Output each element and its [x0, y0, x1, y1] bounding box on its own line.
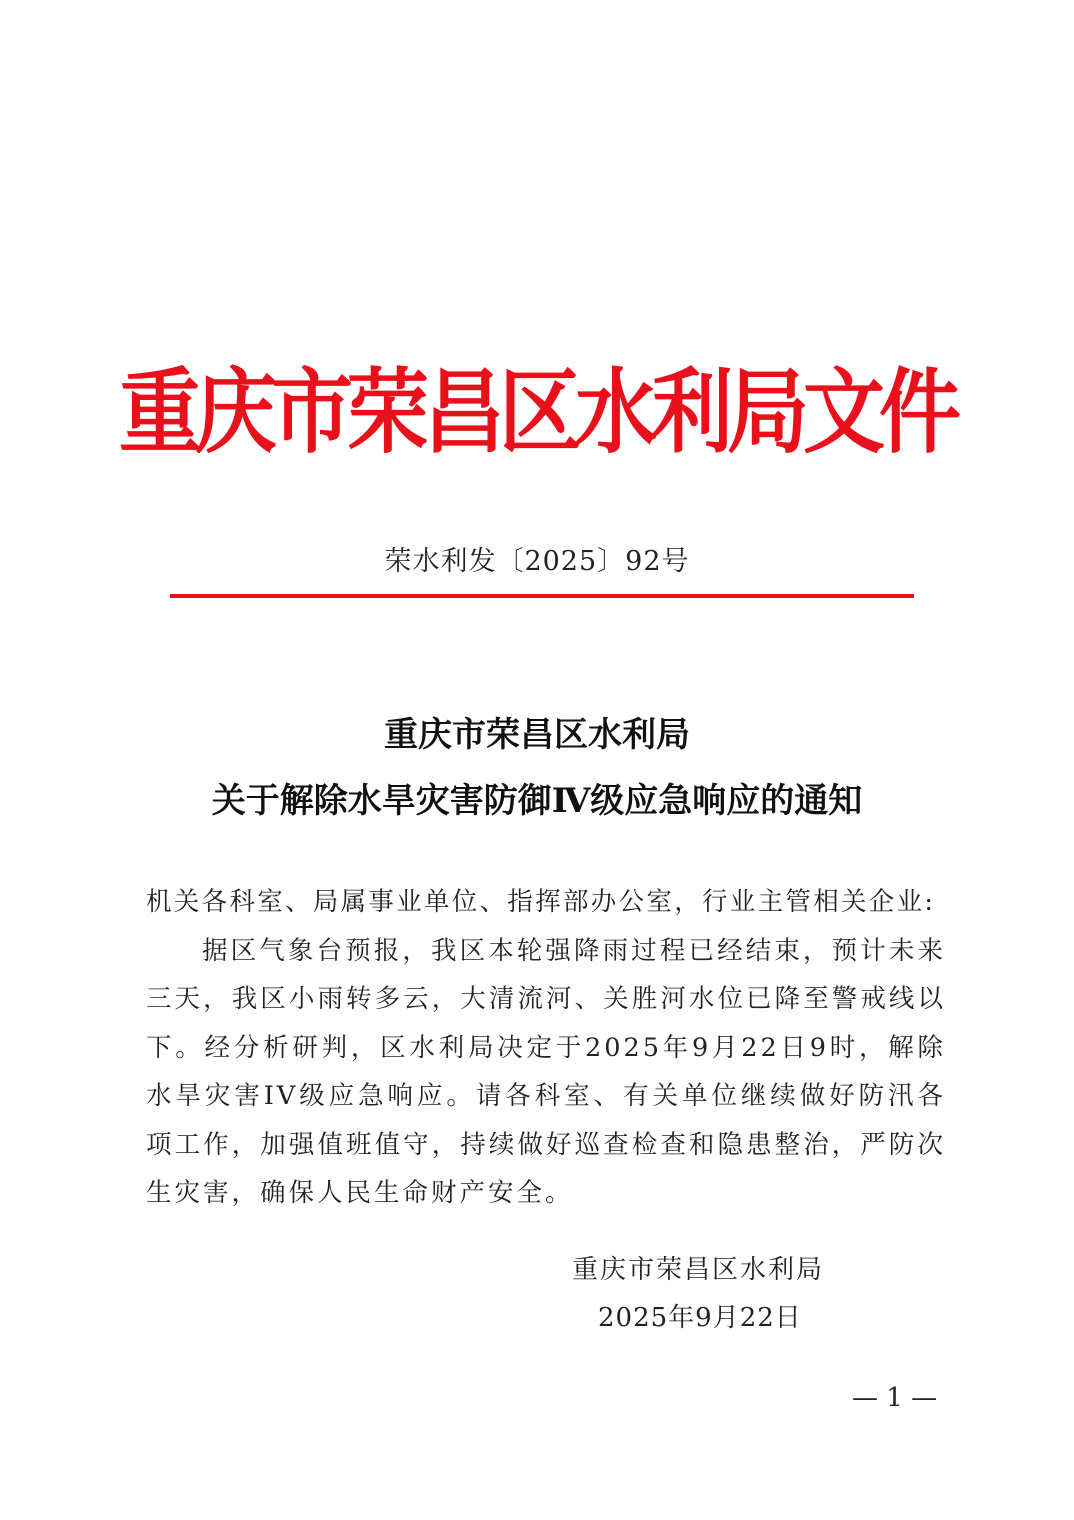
notice-title — [0, 702, 1074, 834]
notice-title-line1: 重庆市荣昌区水利局 — [384, 715, 690, 755]
notice-body — [146, 878, 946, 1218]
document-number: 荣水利发〔2025〕92号 — [384, 546, 690, 577]
masthead-title: 重庆市荣昌区水利局文件 — [118, 359, 955, 467]
red-separator-line — [170, 594, 914, 598]
page-number: — 1 — — [852, 1383, 938, 1413]
body-paragraph: 据区气象台预报，我区本轮强降雨过程已经结束，预计未来三天，我区小雨转多云，大清流河、关胜河水位已降至警戒线以下。经分析研判，区水利局决定于2025年9月22日9时，解除水旱灾害IV级应急响应。请各科室、有关单位继续做好防汛各项工作，加强值班值守，持续做好巡查检查和隐患整治，严防次生灾害，确保人民生命财产安全。 — [146, 935, 946, 1208]
signature-organization: 重庆市荣昌区水利局 — [572, 1255, 825, 1285]
signature-date: 2025年9月22日 — [598, 1303, 802, 1333]
notice-title-line2: 关于解除水旱灾害防御Ⅳ级应急响应的通知 — [211, 781, 863, 821]
salutation: 机关各科室、局属事业单位、指挥部办公室，行业主管相关企业: — [146, 887, 936, 917]
